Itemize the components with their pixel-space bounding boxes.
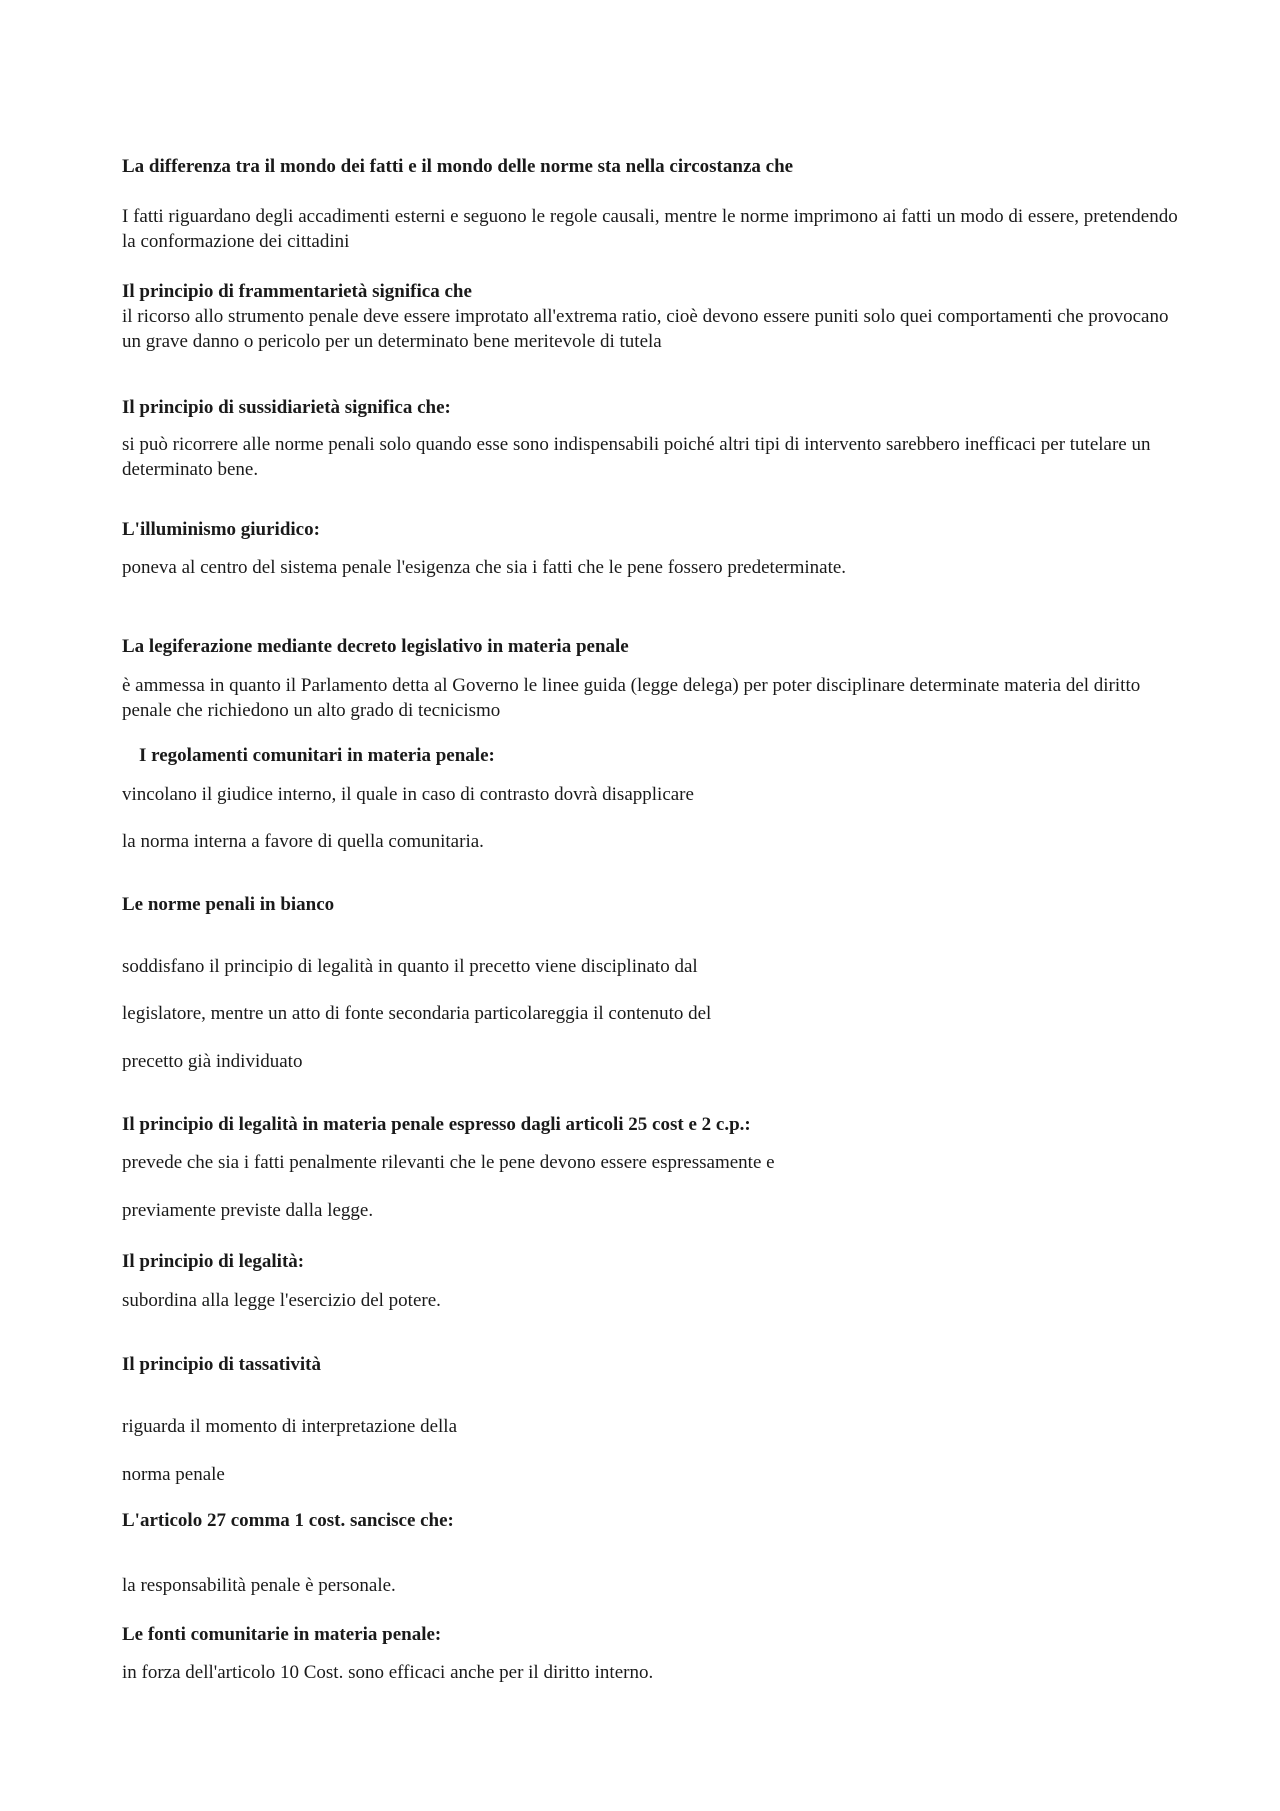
section-body: legislatore, mentre un atto di fonte secondaria particolareggia il contenuto del [122, 1003, 712, 1024]
section-body: la norma interna a favore di quella comunitaria. [122, 831, 484, 852]
section-body: norma penale [122, 1464, 225, 1485]
section-heading: Il principio di sussidiarietà significa che: [122, 397, 451, 418]
section-body: in forza dell'articolo 10 Cost. sono efficaci anche per il diritto interno. [122, 1662, 654, 1683]
section-body: soddisfano il principio di legalità in quanto il precetto viene disciplinato dal [122, 956, 698, 977]
section-heading: La differenza tra il mondo dei fatti e il mondo delle norme sta nella circostanza che [122, 156, 794, 177]
section-heading: La legiferazione mediante decreto legislativo in materia penale [122, 636, 629, 657]
section-heading: Il principio di legalità in materia penale espresso dagli articoli 25 cost e 2 c.p.: [122, 1114, 751, 1135]
section-heading: L'illuminismo giuridico: [122, 519, 320, 540]
section-heading: Il principio di legalità: [122, 1251, 305, 1272]
section-body: previamente previste dalla legge. [122, 1200, 374, 1221]
section-body: il ricorso allo strumento penale deve essere improtato all'extrema ratio, cioè devono essere puniti solo quei comportamenti che provocano un grave danno o pericolo per un determinato bene meritevole di tutela [122, 306, 1169, 352]
section-body: è ammessa in quanto il Parlamento detta al Governo le linee guida (legge delega) per poter disciplinare determinate materia del diritto penale che richiedono un alto grado di tecnicismo [122, 675, 1141, 721]
section-body: poneva al centro del sistema penale l'esigenza che sia i fatti che le pene fossero predeterminate. [122, 557, 847, 578]
section-heading: I regolamenti comunitari in materia penale: [139, 745, 495, 766]
section-body: si può ricorrere alle norme penali solo quando esse sono indispensabili poiché altri tipi di intervento sarebbero inefficaci per tutelare un determinato bene. [122, 434, 1151, 480]
section-heading: L'articolo 27 comma 1 cost. sancisce che: [122, 1510, 454, 1531]
section-body: la responsabilità penale è personale. [122, 1575, 396, 1596]
section-body: I fatti riguardano degli accadimenti esterni e seguono le regole causali, mentre le norme imprimono ai fatti un modo di essere, pretendendo la conformazione dei cittadini [122, 206, 1178, 252]
section-heading: Il principio di tassatività [122, 1354, 321, 1375]
section-heading: Le fonti comunitarie in materia penale: [122, 1624, 442, 1645]
section-body: vincolano il giudice interno, il quale in caso di contrasto dovrà disapplicare [122, 784, 694, 805]
section-body: riguarda il momento di interpretazione della [122, 1416, 458, 1437]
section-heading: Le norme penali in bianco [122, 894, 335, 915]
section-body: prevede che sia i fatti penalmente rilevanti che le pene devono essere espressamente e [122, 1152, 775, 1173]
section-body: precetto già individuato [122, 1051, 303, 1072]
section-body: subordina alla legge l'esercizio del potere. [122, 1290, 441, 1311]
section-heading: Il principio di frammentarietà significa che [122, 281, 472, 302]
